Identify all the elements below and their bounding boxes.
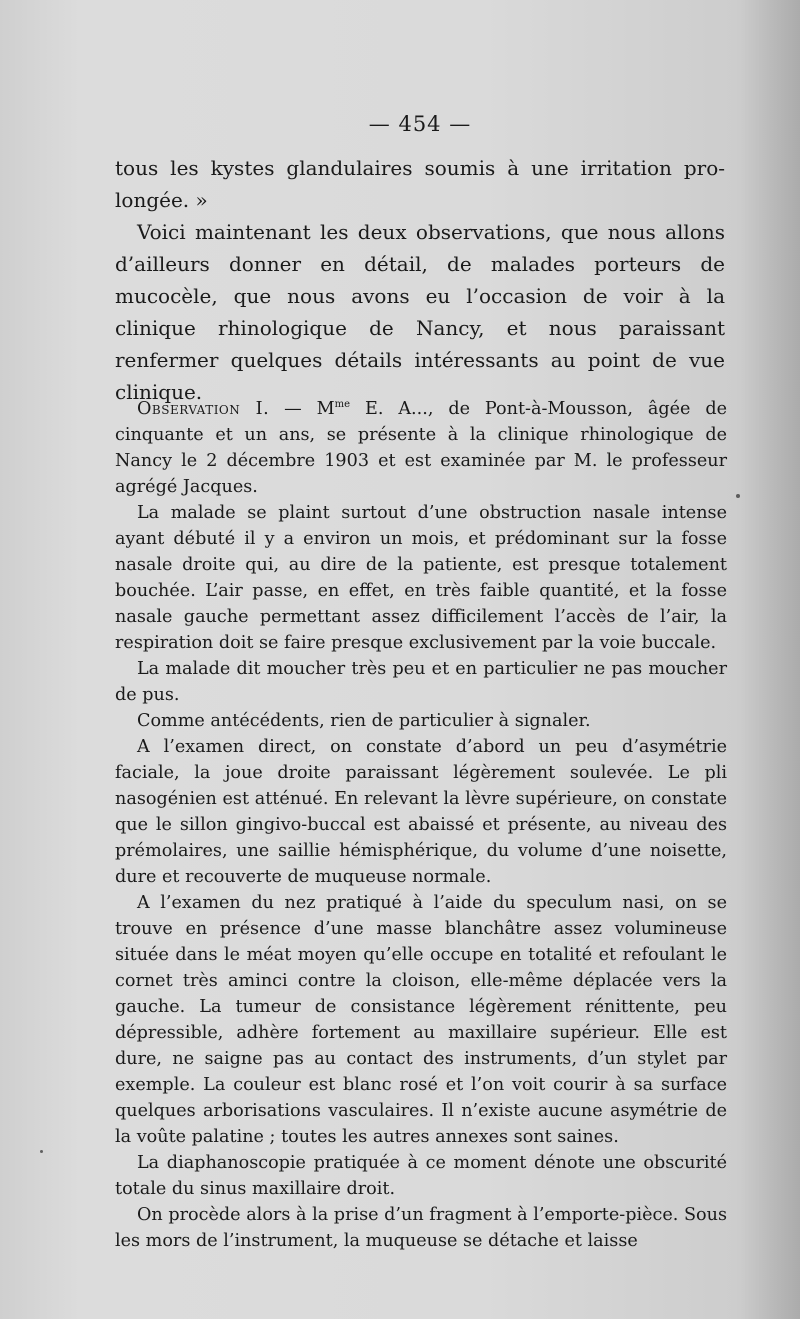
intro-paragraph: Voici maintenant les deux observations, que nous allons d’ailleurs donner en détail, de malades porteurs de mucocèle, que nous avons eu l’occasion de voir à la clinique rhinologique de Nancy, et nous paraissant renfermer quelques détails intéressants au point de vue clinique. [115,220,725,404]
observation-section [115,392,727,1254]
observation-paragraph: On procède alors à la prise d’un fragment à l’emporte-pièce. Sous les mors de l’instrument, la muqueuse se détache et laisse [115,1204,727,1251]
observation-paragraph: A l’examen du nez pratiqué à l’aide du speculum nasi, on se trouve en présence d’une masse blanchâtre assez volumineuse située dans le méat moyen qu’elle occupe en totalité et refoulant le cornet très aminci contre la cloison, elle-même déplacée vers la gauche. La tumeur de consistance légèrement rénittente, peu dépressible, adhère fortement au maxillaire supérieur. Elle est dure, ne saigne pas au contact des instruments, d’un stylet par exemple. La couleur est blanc rosé et l’on voit courir à sa surface quelques arborisations vasculaires. Il n’existe aucune asymétrie de la voûte palatine ; toutes les autres annexes sont saines. [115,892,727,1147]
observation-title: Observation I. [137,398,270,419]
observation-paragraph: La malade dit moucher très peu et en particulier ne pas moucher de pus. [115,658,727,705]
intro-line1: tous les kystes glandulaires soumis à une irritation pro-longée. » [115,156,725,212]
ink-spot [736,494,740,498]
observation-paragraph: La malade se plaint surtout d’une obstruction nasale intense ayant débuté il y a environ un mois, et prédominant sur la fosse nasale droite qui, au dire de la patiente, est presque totalement bouchée. L’air passe, en effet, en très faible quantité, et la fosse nasale gauche permettant assez difficilement l’accès de l’air, la respiration doit se faire presque exclusivement par la voie buccale. [115,502,727,653]
observation-paragraph: Comme antécédents, rien de particulier à signaler. [137,710,591,731]
title-superscript: me [334,399,351,410]
observation-title-rest: — M [269,398,335,419]
intro-text [115,152,725,408]
observation-intro: E. A..., de Pont-à-Mousson, âgée de cinquante et un ans, se présente à la clinique rhinologique de Nancy le 2 décembre 1903 et est examinée par M. le professeur agrégé Jacques. [115,398,727,497]
page-edge-shadow [740,0,800,1319]
page-number: — 454 — [368,112,472,136]
observation-paragraph: A l’examen direct, on constate d’abord un peu d’asymétrie faciale, la joue droite paraissant légèrement soulevée. Le pli nasogénien est atténué. En relevant la lèvre supérieure, on constate que le sillon gingivo-buccal est abaissé et présente, au niveau des prémolaires, une saillie hémisphérique, du volume d’une noisette, dure et recouverte de muqueuse normale. [115,736,727,887]
observation-paragraph: La diaphanoscopie pratiquée à ce moment dénote une obscurité totale du sinus maxillaire droit. [115,1152,727,1199]
ink-spot [40,1150,43,1153]
observation-heading-paragraph [115,392,727,500]
